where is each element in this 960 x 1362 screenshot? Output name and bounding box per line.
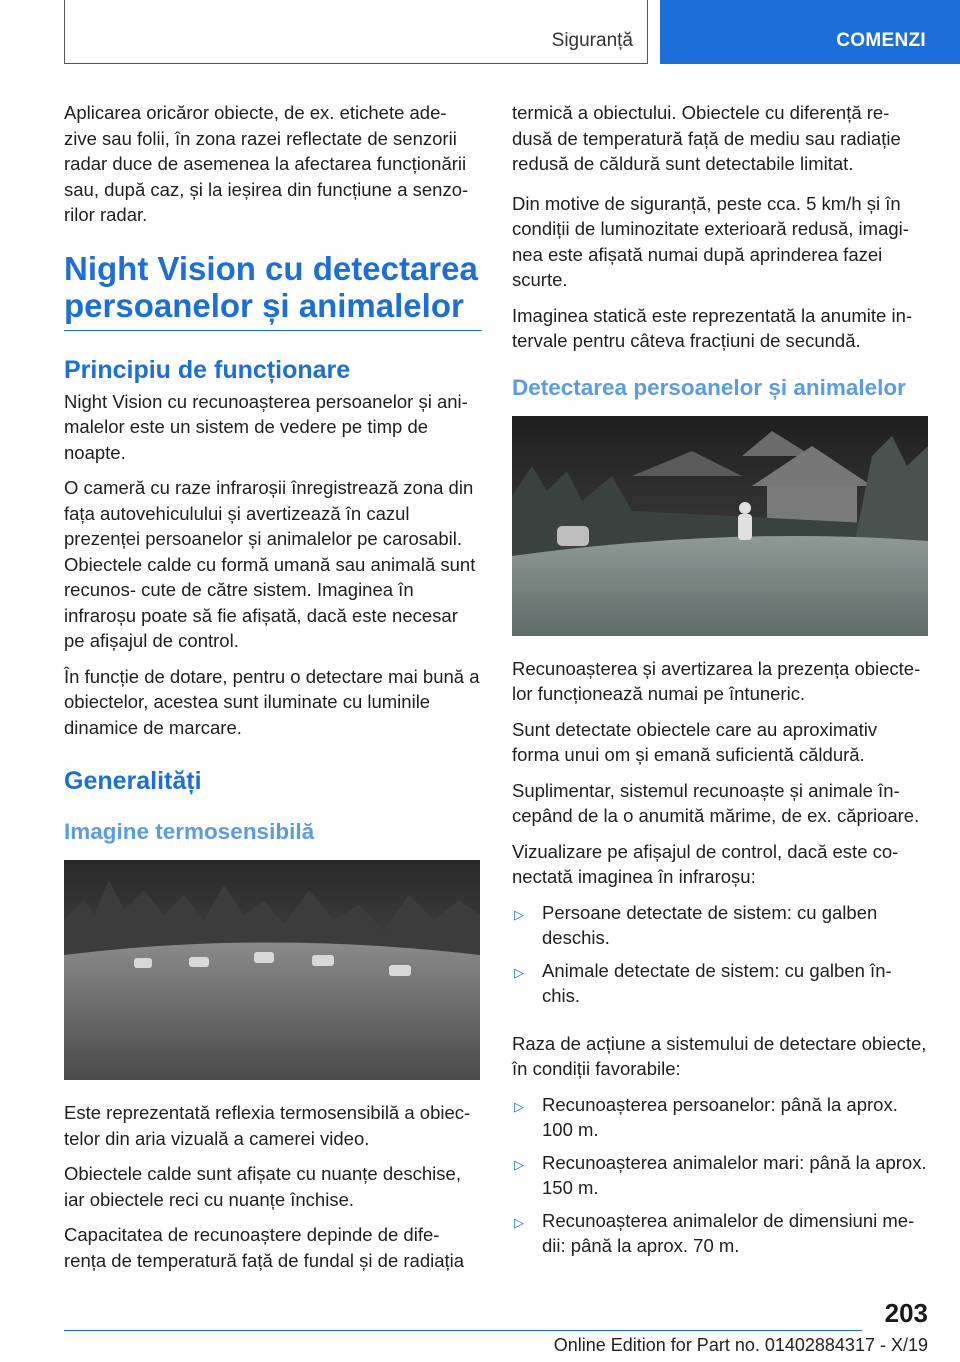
thermal-heading: Imagine termosensibilă bbox=[64, 819, 315, 844]
triangle-bullet-icon: ▷ bbox=[514, 964, 524, 980]
list-item: ▷ Recunoașterea animalelor mari: până la aprox. 150 m. bbox=[514, 1151, 927, 1198]
thermal-image-pedestrian bbox=[512, 416, 928, 636]
safety-paragraph: Din motive de siguranță, peste cca. 5 km/h și în condiții de luminozitate exterioară redusă, imagi‐ nea este afișată numai după aprinderea fazei scurte. bbox=[512, 192, 909, 290]
triangle-bullet-icon: ▷ bbox=[514, 1098, 524, 1114]
list-item: ▷ Persoane detectate de sistem: cu galben deschis. bbox=[514, 901, 878, 948]
list-item: ▷ Recunoașterea animalelor de dimensiuni me‐ dii: până la aprox. 70 m. bbox=[514, 1209, 915, 1256]
page-number: 203 bbox=[884, 1298, 928, 1328]
header-section-label: Siguranță bbox=[551, 30, 633, 51]
principle-paragraph-2: O cameră cu raze infraroșii înregistrează zona din fața autovehiculului și avertizează în cazul prezenței persoanelor și animalelor pe carosabil. Obiectele calde cu formă umană sau animală sunt recunos‐ cute de către sistem. Imaginea în infraroșu poate să fie afișată, dacă este necesar pe afișajul de control. bbox=[64, 477, 476, 651]
range-intro-paragraph: Raza de acțiune a sistemului de detectare obiecte, în condiții favorabile: bbox=[512, 1032, 927, 1079]
detection-paragraph-4: Vizualizare pe afișajul de control, dacă este co‐ nectată imaginea în infraroșu: bbox=[512, 840, 899, 887]
detection-heading: Detectarea persoanelor și animalelor bbox=[512, 374, 906, 400]
header-chapter-tab[interactable] bbox=[660, 0, 960, 64]
pedestrian-image-illustration bbox=[512, 416, 928, 636]
detection-paragraph-3: Suplimentar, sistemul recunoaște și animale în‐ cepând de la o anumită mărime, de ex. căprioare. bbox=[512, 779, 920, 826]
thermal-paragraph-1: Este reprezentată reflexia termosensibilă a obiec‐ telor din aria vizuală a camerei video. bbox=[64, 1102, 471, 1149]
triangle-bullet-icon: ▷ bbox=[514, 1156, 524, 1172]
intro-paragraph: Aplicarea oricăror obiecte, de ex. etichete ade‐ zive sau folii, în zona razei reflectate de senzorii radar duce de asemenea la afectarea funcționării sau, după caz, și la ieșirea din funcțiune a senzo‐ rilor radar. bbox=[64, 102, 469, 225]
right-column bbox=[512, 100, 928, 1273]
detection-paragraph-2: Sunt detectate obiectele care au aproximativ forma unui om și emană suficientă căldură. bbox=[512, 718, 878, 765]
list-item: ▷ Animale detectate de sistem: cu galben în‐ chis. bbox=[514, 959, 892, 1006]
thermal-image-illustration bbox=[64, 860, 480, 1080]
static-image-paragraph: Imaginea statică este reprezentată la anumite in‐ tervale pentru câteva fracțiuni de secundă. bbox=[512, 304, 913, 351]
range-list bbox=[512, 1092, 928, 1259]
list-item: ▷ Recunoașterea persoanelor: până la aprox. 100 m. bbox=[514, 1093, 898, 1140]
display-list bbox=[512, 900, 928, 1009]
thermal-paragraph-3: Capacitatea de recunoaștere depinde de dife‐ rența de temperatură față de fundal și de radiația bbox=[64, 1224, 465, 1271]
thermal-image-animals bbox=[64, 860, 480, 1080]
left-column bbox=[64, 100, 482, 1283]
thermal-paragraph-2: Obiectele calde sunt afișate cu nuanțe deschise, iar obiectele reci cu nuanțe închise. bbox=[64, 1163, 461, 1210]
detection-paragraph-1: Recunoașterea și avertizarea la prezența obiecte‐ lor funcționează numai pe întuneric. bbox=[512, 657, 921, 704]
header-chapter-label: COMENZI bbox=[836, 30, 926, 51]
principle-heading: Principiu de funcționare bbox=[64, 355, 351, 384]
header-section-tab bbox=[64, 0, 648, 64]
principle-paragraph-3: În funcție de dotare, pentru o detectare mai bună a obiectelor, acestea sunt iluminate cu luminile dinamice de marcare. bbox=[64, 665, 480, 738]
triangle-bullet-icon: ▷ bbox=[514, 906, 524, 922]
triangle-bullet-icon: ▷ bbox=[514, 1214, 524, 1230]
footer-divider bbox=[64, 1330, 862, 1331]
chapter-title: Night Vision cu detectarea persoanelor și animalelor bbox=[64, 250, 482, 331]
footer-edition-text: Online Edition for Part no. 01402884317 - X/19 bbox=[553, 1335, 928, 1355]
thermal-continued-paragraph: termică a obiectului. Obiectele cu diferență re‐ dusă de temperatură față de mediu sau radiație redusă de căldură sunt detectabile limitat. bbox=[512, 102, 901, 174]
general-heading: Generalități bbox=[64, 767, 202, 795]
principle-paragraph-1: Night Vision cu recunoașterea persoanelor și ani‐ malelor este un sistem de vedere pe timp de noapte. bbox=[64, 390, 468, 463]
